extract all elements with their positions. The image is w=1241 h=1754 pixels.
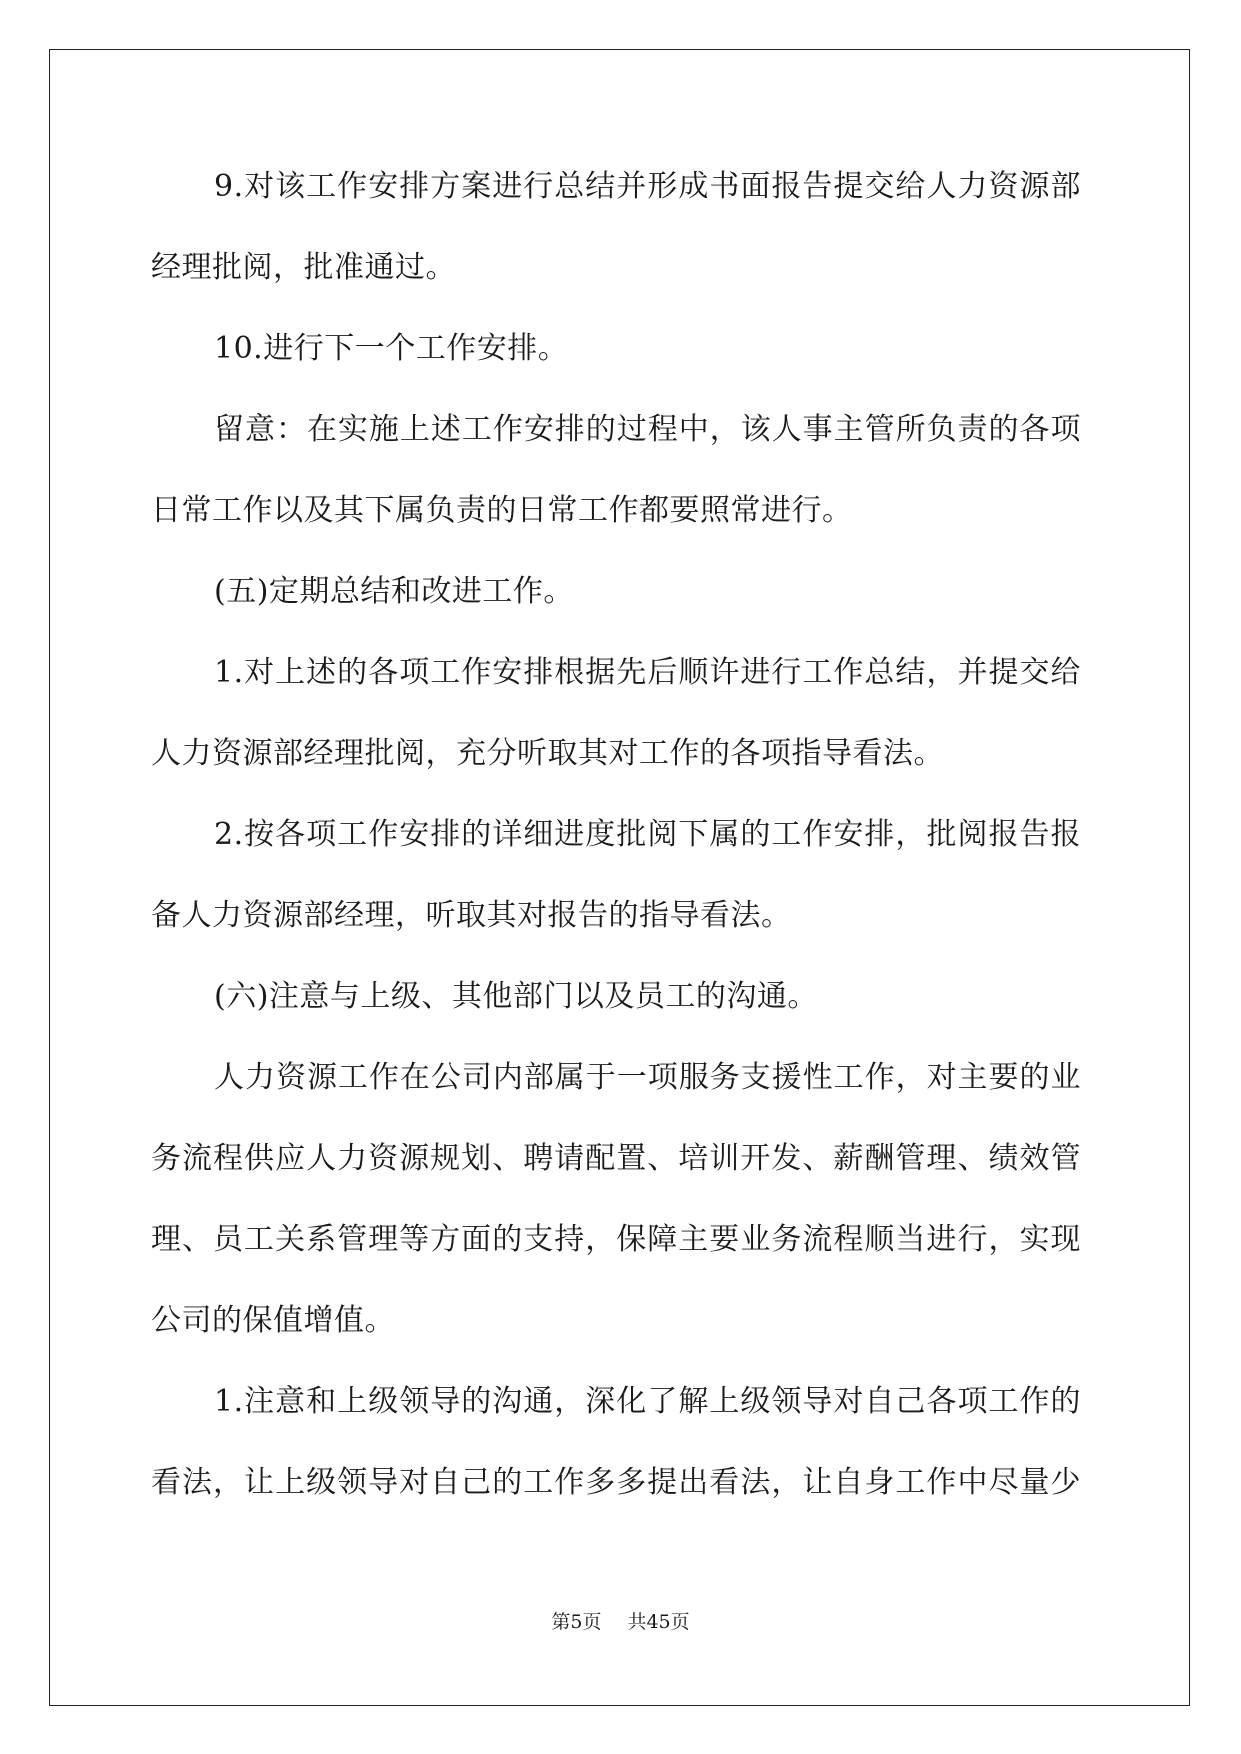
- paragraph-line: 10.进行下一个工作安排。: [214, 331, 569, 366]
- paragraph-line: 2.按各项工作安排的详细进度批阅下属的工作安排，批阅报告报: [214, 817, 1081, 852]
- paragraph-line: 1.注意和上级领导的沟通，深化了解上级领导对自己各项工作的: [214, 1384, 1081, 1419]
- paragraph-line: 9.对该工作安排方案进行总结并形成书面报告提交给人力资源部: [214, 169, 1081, 204]
- paragraph-line: 人力资源工作在公司内部属于一项服务支援性工作，对主要的业: [214, 1060, 1081, 1095]
- paragraph-line: 公司的保值增值。: [151, 1303, 395, 1338]
- paragraph-line: 1.对上述的各项工作安排根据先后顺许进行工作总结，并提交给: [214, 655, 1081, 690]
- page-number-current: 第5页: [551, 1611, 602, 1633]
- page-number-total: 共45页: [627, 1611, 690, 1633]
- document-body: [151, 166, 1081, 1543]
- paragraph-line: (五)定期总结和改进工作。: [214, 574, 574, 609]
- paragraph-line: 经理批阅，批准通过。: [151, 250, 456, 285]
- paragraph-line: 人力资源部经理批阅，充分听取其对工作的各项指导看法。: [151, 736, 944, 771]
- paragraph-line: 务流程供应人力资源规划、聘请配置、培训开发、薪酬管理、绩效管: [151, 1141, 1081, 1176]
- paragraph-line: 理、员工关系管理等方面的支持，保障主要业务流程顺当进行，实现: [151, 1222, 1081, 1257]
- paragraph-line: (六)注意与上级、其他部门以及员工的沟通。: [214, 979, 818, 1014]
- paragraph-line: 看法，让上级领导对自己的工作多多提出看法，让自身工作中尽量少: [151, 1465, 1081, 1500]
- paragraph-line: 留意：在实施上述工作安排的过程中，该人事主管所负责的各项: [214, 412, 1081, 447]
- paragraph-line: 备人力资源部经理，听取其对报告的指导看法。: [151, 898, 792, 933]
- page-footer: [0, 1607, 1241, 1634]
- paragraph-line: 日常工作以及其下属负责的日常工作都要照常进行。: [151, 493, 853, 528]
